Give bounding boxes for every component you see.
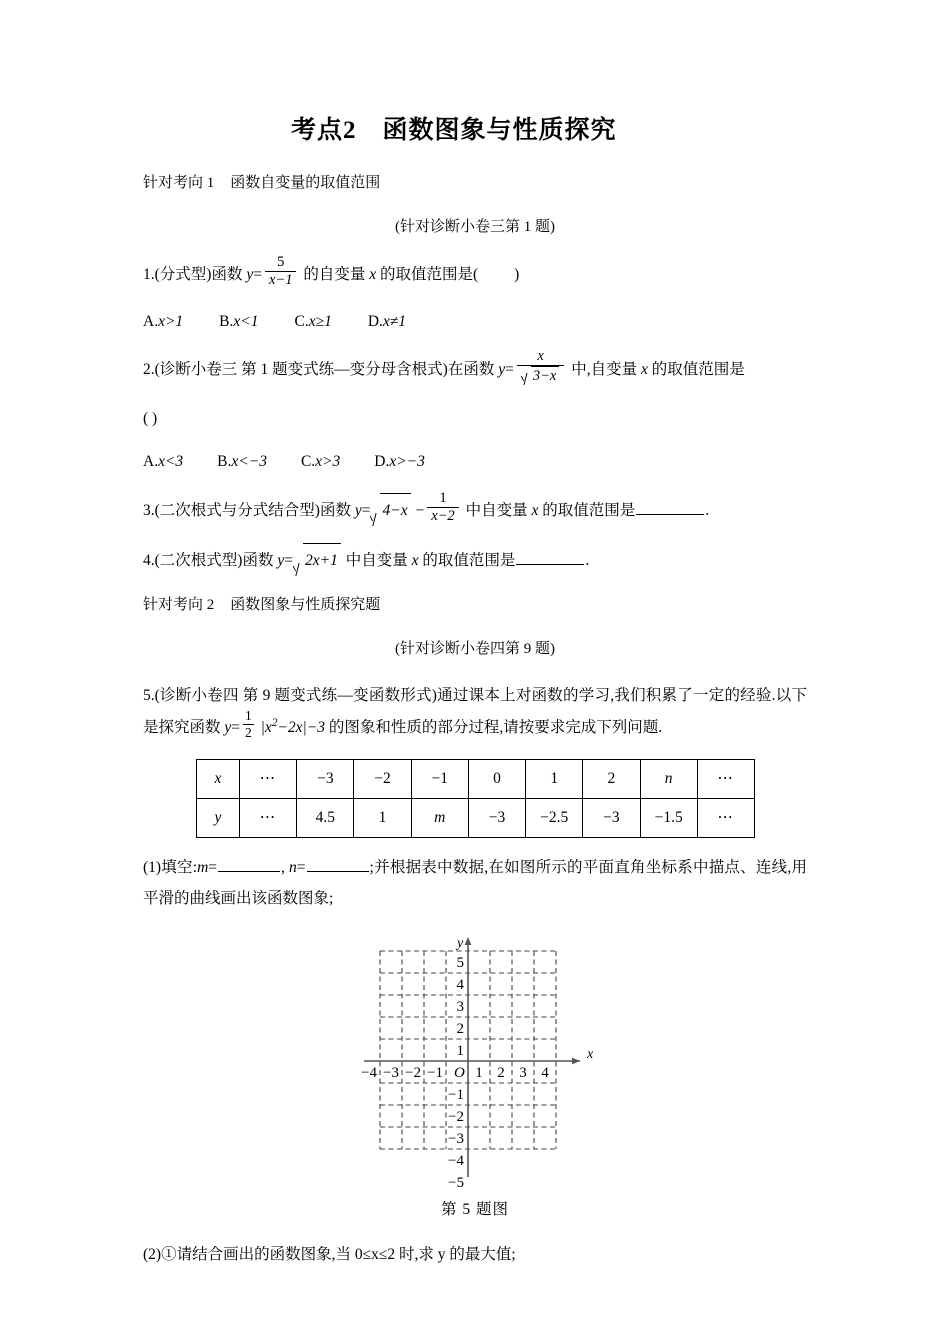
option-b	[217, 447, 267, 476]
section-1-note: (针对诊断小卷三第 1 题)	[395, 218, 555, 235]
page-content	[143, 110, 807, 1285]
fraction-1-over-x-minus-2	[427, 490, 458, 525]
question-1-close-paren: )	[514, 265, 520, 283]
question-1-variable: x	[369, 265, 377, 283]
svg-text:2: 2	[497, 1065, 505, 1082]
option-a-text: x>1	[158, 312, 184, 330]
option-a	[143, 307, 183, 336]
question-3	[143, 489, 807, 529]
question-2-variable: x	[640, 361, 648, 379]
svg-text:1: 1	[475, 1065, 483, 1082]
table-cell-y-1: 4.5	[297, 798, 354, 837]
option-c-letter: C.	[300, 453, 316, 471]
section-1-title: 函数自变量的取值范围	[230, 175, 381, 191]
coordinate-grid-figure	[340, 933, 610, 1195]
option-d	[374, 447, 425, 476]
option-a-letter: A.	[143, 453, 159, 471]
svg-text:−4: −4	[361, 1065, 377, 1082]
function-values-table	[196, 759, 755, 838]
origin-label: O	[454, 1065, 465, 1082]
figure-caption: 第 5 题图	[440, 1201, 509, 1219]
part-1-n-label: n	[289, 858, 297, 876]
table-cell-x-1: −3	[297, 759, 354, 798]
table-row-x-label: x	[197, 759, 240, 798]
section-1-heading	[143, 172, 807, 195]
option-c	[294, 307, 331, 336]
page-title	[143, 110, 807, 146]
question-4-eq-var: y	[277, 551, 285, 569]
question-4-number: 4.	[143, 551, 155, 569]
table-cell-y-8: ⋯	[697, 798, 754, 837]
option-d-text: x>−3	[389, 453, 425, 471]
part-1-eq-2: =	[296, 858, 306, 876]
table-cell-x-2: −2	[354, 759, 411, 798]
fraction-denominator: x−1	[265, 271, 296, 289]
part-1-comma: ,	[281, 858, 285, 876]
question-3-lead: 函数	[319, 501, 351, 519]
answer-blank-q3[interactable]	[636, 498, 704, 515]
question-3-number: 3.	[143, 501, 155, 519]
question-3-tail2: 的取值范围是	[542, 501, 636, 519]
question-5-number: 5.	[143, 686, 155, 704]
svg-text:−3: −3	[383, 1065, 399, 1082]
fraction-numerator: 1	[439, 489, 447, 506]
sqrt-icon	[522, 366, 559, 385]
table-cell-x-5: 1	[526, 759, 583, 798]
axes	[364, 939, 580, 1177]
option-a-text: x<3	[158, 453, 184, 471]
x-axis-arrow	[572, 1058, 580, 1065]
sqrt-radicand: 3−x	[531, 366, 559, 385]
question-4-period: .	[585, 551, 590, 569]
svg-text:3: 3	[456, 999, 464, 1016]
fraction-5-over-x-minus-1	[265, 254, 296, 289]
table-row-x	[197, 759, 755, 798]
question-2-lead: 在函数	[447, 361, 495, 379]
question-5-para2: 的图象和性质的部分过程,请按要求完成下列问题.	[328, 718, 663, 736]
svg-text:4: 4	[456, 977, 464, 994]
option-b-letter: B.	[217, 453, 232, 471]
fraction-x-over-sqrt-3-minus-x	[517, 348, 564, 385]
question-3-minus: −	[415, 501, 425, 519]
option-c-letter: C.	[294, 312, 309, 330]
question-5-part-2: (2)①请结合画出的函数图象,当 0≤x≤2 时,求 y 的最大值;	[143, 1246, 516, 1264]
section-2-heading	[143, 594, 807, 617]
table-cell-x-7: n	[640, 759, 697, 798]
svg-text:−2: −2	[448, 1109, 464, 1126]
part-1-eq-1: =	[208, 858, 218, 876]
question-5	[143, 680, 807, 745]
question-2-tag: (诊断小卷三 第 1 题变式练—变分母含根式)	[154, 361, 448, 379]
question-1	[143, 253, 807, 293]
option-d	[368, 307, 406, 336]
question-4	[143, 543, 807, 577]
table-cell-y-4: −3	[468, 798, 525, 837]
question-2-tail2: 的取值范围是	[651, 361, 745, 379]
page-title-number: 2	[343, 117, 357, 144]
option-d-text: x≠1	[382, 312, 407, 330]
fraction-denominator: 2	[245, 724, 252, 740]
question-2-answer-paren: ( )	[143, 410, 158, 428]
question-4-lead: 函数	[242, 551, 274, 569]
question-5-part-1	[143, 852, 807, 916]
section-2-note: (针对诊断小卷四第 9 题)	[395, 640, 555, 657]
question-1-number: 1.	[143, 265, 155, 283]
option-b-letter: B.	[219, 312, 234, 330]
svg-text:4: 4	[541, 1065, 549, 1082]
svg-text:−1: −1	[427, 1065, 443, 1082]
question-5-eq-sign: =	[231, 718, 241, 736]
question-2-number: 2.	[143, 361, 155, 379]
question-1-tail: 的自变量	[303, 265, 366, 283]
question-5-eq-var: y	[224, 718, 232, 736]
svg-text:2: 2	[456, 1021, 464, 1038]
option-b-text: x<1	[233, 312, 259, 330]
question-1-tail2: 的取值范围是(	[380, 265, 479, 283]
section-2-label: 针对考向 2	[143, 597, 215, 614]
table-cell-y-7: −1.5	[640, 798, 697, 837]
data-table-wrapper	[143, 759, 807, 838]
part-1-rest: 并根据表中数据,在如图所示的平面直角坐标系中描点、连线,用平滑的曲线画出该函数图象;	[143, 858, 807, 908]
fraction-numerator: 5	[277, 253, 285, 270]
table-cell-x-0: ⋯	[240, 759, 297, 798]
question-3-period: .	[705, 501, 710, 519]
table-cell-x-8: ⋯	[697, 759, 754, 798]
sqrt-radicand: 4−x	[380, 493, 410, 527]
fraction-denominator	[517, 365, 564, 385]
question-2-eq-sign: =	[505, 361, 514, 379]
question-4-eq-sign: =	[284, 551, 293, 569]
svg-text:1: 1	[456, 1043, 464, 1060]
question-1-tag: (分式型)	[154, 265, 212, 283]
option-c-text: x≥1	[308, 312, 332, 330]
option-b-text: x<−3	[231, 453, 267, 471]
svg-text:−1: −1	[448, 1087, 464, 1104]
question-4-tail2: 的取值范围是	[422, 551, 516, 569]
part-1-prefix: (1)填空:	[143, 858, 198, 876]
sqrt-radicand: 2x+1	[303, 543, 341, 577]
question-3-tag: (二次根式与分式结合型)	[154, 501, 320, 519]
answer-blank-n[interactable]	[307, 855, 369, 872]
svg-text:−2: −2	[405, 1065, 421, 1082]
question-1-eq-sign: =	[253, 265, 262, 283]
question-2-options	[143, 447, 807, 476]
question-1-lead: 函数	[211, 265, 243, 283]
question-4-tail: 中自变量	[345, 551, 408, 569]
question-3-eq-sign: =	[361, 501, 371, 519]
option-a	[143, 447, 183, 476]
svg-text:−3: −3	[448, 1131, 464, 1148]
fraction-one-half	[243, 708, 254, 741]
question-5-tag: (诊断小卷四 第 9 题变式练—变函数形式)	[154, 686, 437, 704]
part-1-semicolon: ;	[369, 858, 374, 876]
table-cell-y-6: −3	[583, 798, 640, 837]
table-cell-x-3: −1	[411, 759, 468, 798]
answer-blank-m[interactable]	[218, 855, 280, 872]
question-2-tail: 中,自变量	[571, 361, 638, 379]
sqrt-icon	[294, 543, 341, 577]
question-2	[143, 348, 807, 389]
sqrt-icon	[371, 493, 410, 527]
question-4-variable: x	[411, 551, 419, 569]
option-c	[301, 447, 340, 476]
option-a-letter: A.	[143, 312, 159, 330]
section-1-label: 针对考向 1	[143, 175, 215, 191]
table-row-y-label: y	[197, 798, 240, 837]
question-3-eq-var: y	[354, 501, 362, 519]
fraction-numerator: 1	[245, 707, 252, 723]
table-cell-x-4: 0	[468, 759, 525, 798]
svg-text:−5: −5	[448, 1175, 464, 1192]
page-title-prefix: 考点	[291, 117, 344, 144]
y-axis-label: y	[457, 936, 464, 952]
table-cell-y-0: ⋯	[240, 798, 297, 837]
question-3-tail: 中自变量	[465, 501, 528, 519]
option-b	[219, 307, 258, 336]
question-4-tag: (二次根式型)	[154, 551, 243, 569]
question-5-abs-expression: $|x^2-2x|-3$	[260, 716, 325, 736]
svg-text:3: 3	[519, 1065, 527, 1082]
question-2-eq-var: y	[498, 361, 506, 379]
section-2-title: 函数图象与性质探究题	[230, 597, 381, 614]
table-cell-y-2: 1	[354, 798, 411, 837]
option-c-text: x>3	[315, 453, 341, 471]
fraction-numerator: x	[537, 348, 544, 365]
table-row-y	[197, 798, 755, 837]
question-3-variable: x	[531, 501, 539, 519]
option-d-letter: D.	[374, 453, 390, 471]
question-1-eq-var: y	[246, 265, 254, 283]
page-title-text: 函数图象与性质探究	[382, 117, 617, 144]
svg-text:−4: −4	[448, 1153, 464, 1170]
question-5-para1: 通过课本上对函数的学习,我们积累了一定的经验.以下是探究函数	[143, 686, 807, 736]
table-cell-x-6: 2	[583, 759, 640, 798]
table-cell-y-5: −2.5	[526, 798, 583, 837]
option-d-letter: D.	[367, 312, 383, 330]
part-1-m-label: m	[197, 858, 209, 876]
question-1-options	[143, 307, 807, 336]
table-cell-y-3: m	[411, 798, 468, 837]
answer-blank-q4[interactable]	[516, 548, 584, 565]
y-axis-arrow	[465, 937, 472, 945]
svg-text:5: 5	[456, 955, 464, 972]
fraction-denominator: x−2	[427, 507, 458, 525]
x-axis-label: x	[587, 1047, 594, 1063]
